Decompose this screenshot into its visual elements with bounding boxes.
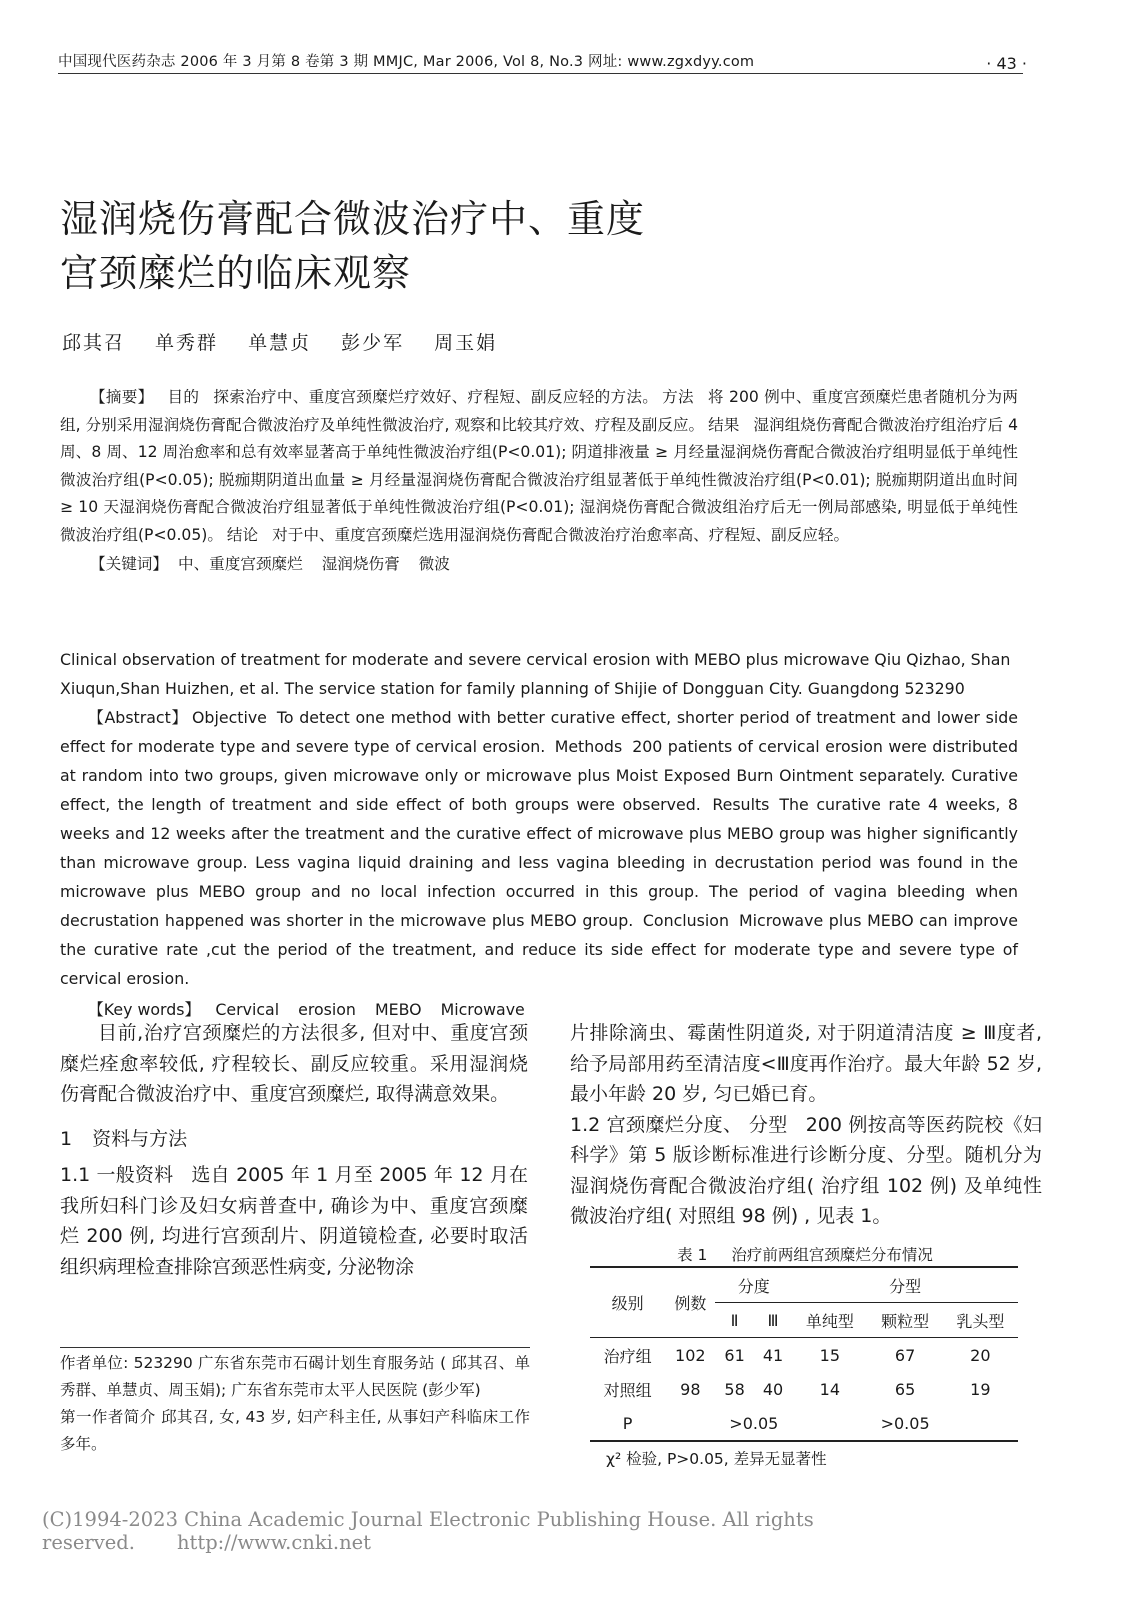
english-abstract [60,703,1018,1024]
first-author-bio: 第一作者简介 邱其召, 女, 43 岁, 妇产科主任, 从事妇产科临床工作多年。 [60,1408,530,1453]
zh-conclusion-text: 对于中、重度宫颈糜烂选用湿润烧伤膏配合微波治疗治愈率高、疗程短、副反应轻。 [272,525,850,544]
header-type-simple: 单纯型 [792,1303,867,1338]
table-1-title: 治疗前两组宫颈糜烂分布情况 [731,1246,933,1264]
en-conclusion-text: Microwave plus MEBO can improve the curative rate ,cut the period of the treatment, and reduce its side effect for moderate type and severe type of cervical erosion. [60,911,1019,988]
table-p-row [590,1406,1018,1441]
author-affiliation: 作者单位: 523290 广东省东莞市石碣计划生育服务站 ( 邱其召、单秀群、单慧贞、周玉娟); 广东省东莞市太平人民医院 (彭少军) [60,1354,530,1399]
row-type-granular: 67 [894,1345,916,1365]
section-1-2-paragraph [570,1110,1042,1232]
continued-paragraph: 片排除滴虫、霉菌性阴道炎, 对于阴道清洁度 ≥ Ⅲ度者, 给予局部用药至清洁度<Ⅲ度再作治疗。最大年龄 52 岁, 最小年龄 20 岁, 匀已婚已育。 [570,1022,1042,1105]
table-1-note: χ² 检验, P>0.05, 差异无显著性 [606,1450,827,1468]
section-1-1-paragraph [60,1160,528,1282]
en-methods-text: 200 patients of cervical erosion were distributed at random into two groups, given microwave only or microwave plus Moist Exposed Burn Ointment separately. Curative effect, the length of treatment and side effect of both groups were observed. [60,737,1018,814]
en-objective-text: To detect one method with better curative effect, shorter period of treatment and lower side effect for moderate type and severe type of cervical erosion. [60,708,1018,756]
author-list: 邱其召 单秀群 单慧贞 彭少军 周玉娟 [62,332,498,354]
table-row [590,1372,1018,1406]
section-1-1-text: 选自 2005 年 1 月至 2005 年 12 月在我所妇科门诊及妇女病普查中, 确诊为中、重度宫颈糜烂 200 例, 均进行宫颈刮片、阴道镜检查, 必要时取活组织病理检查排除宫颈恶性病变, 分泌物涂 [60,1164,528,1278]
row-type-papillary: 20 [970,1345,991,1365]
en-abstract-body [60,703,1018,993]
body-left-column [60,1018,528,1282]
intro-paragraph: 目前,治疗宫颈糜烂的方法很多, 但对中、重度宫颈糜烂痊愈率较低, 疗程较长、副反应较重。采用湿润烧伤膏配合微波治疗中、重度宫颈糜烂, 取得满意效果。 [60,1022,528,1105]
row-degree-2: 58 [724,1379,745,1399]
p-label: P [590,1406,665,1441]
title-line-2: 宫颈糜烂的临床观察 [60,251,412,295]
en-results-text: The curative rate 4 weeks, 8 weeks and 12 weeks after the treatment and the curative effect of microwave plus MEBO group was higher significantly than microwave group. Less vagina liquid draining and less vagina bleeding in decrustation period was found in the microwave plus MEBO group and no local infection occurred in this group. The period of vagina bleeding when decrustation happened was shorter in the microwave plus MEBO group. [60,795,1018,930]
zh-keywords-label: 【关键词】 [90,555,168,573]
table-1-number: 表 1 [677,1246,708,1264]
header-level: 级别 [590,1267,665,1338]
en-methods-label: Methods [554,737,623,756]
section-1-1-heading: 1.1 一般资料 [60,1164,174,1186]
header-rule [58,73,1023,74]
header-type-granular: 颗粒型 [867,1303,942,1338]
zh-keywords-text: 中、重度宫颈糜烂 湿润烧伤膏 微波 [177,555,450,573]
row-label: 对照组 [603,1380,652,1400]
p-empty-cell [665,1406,715,1441]
page-number: · 43 · [986,54,1027,73]
en-keywords-label: 【Key words】 [88,1000,201,1019]
p-type: >0.05 [792,1406,1018,1441]
zh-abstract-body [60,384,1018,549]
table-1-caption [590,1243,1020,1265]
en-results-label: Results [712,795,770,814]
row-cases: 102 [675,1345,706,1365]
section-1-2-heading: 1.2 宫颈糜烂分度、 分型 [570,1113,788,1136]
row-label: 治疗组 [603,1346,652,1366]
section-1-2-text: 200 例按高等医药院校《妇科学》第 5 版诊断标准进行诊断分度、分型。随机分为湿润烧伤膏配合微波治疗组( 治疗组 102 例) 及单纯性微波治疗组( 对照组 98 例) , 见表 1。 [570,1113,1043,1227]
section-heading-1: 1 资料与方法 [60,1127,188,1150]
zh-objective-text: 探索治疗中、重度宫颈糜烂疗效好、疗程短、副反应轻的方法。 [213,388,659,406]
row-type-simple: 15 [819,1345,841,1365]
en-objective-label: Objective [192,708,267,727]
row-type-simple: 14 [819,1379,841,1399]
row-type-papillary: 19 [970,1379,991,1399]
zh-objective-label: 目的 [167,388,200,406]
journal-header: 中国现代医药杂志 2006 年 3 月第 8 卷第 3 期 MMJC, Mar 2006, Vol 8, No.3 网址: www.zgxdyy.com [58,54,755,70]
copyright-text: (C)1994-2023 China Academic Journal Electronic Publishing House. All rights reserved. [42,1508,814,1554]
table-1 [590,1266,1018,1442]
zh-abstract-label: 【摘要】 [90,388,154,406]
zh-methods-text: 将 200 例中、重度宫颈糜烂患者随机分为两组, 分别采用湿润烧伤膏配合微波治疗及单纯性微波治疗, 观察和比较其疗效、疗程及副反应。 [60,388,1018,434]
zh-results-text: 湿润组烧伤膏配合微波治疗组治疗后 4 周、8 周、12 周治愈率和总有效率显著高于单纯性微波治疗组(P<0.01); 阴道排液量 ≥ 月经量湿润烧伤膏配合微波治疗组明显低于单纯性微波治疗组(P<0.05); 脱痂期阴道出血量 ≥ 月经量湿润烧伤膏配合微波治疗组显著低于单纯性微波治疗组(P<0.01); 脱痂期阴道出血时间 ≥ 10 天湿润烧伤膏配合微波治疗组显著低于单纯性微波治疗组(P<0.01); 湿润烧伤膏配合微波组治疗后无一例局部感染, 明显低于单纯性微波治疗组(P<0.05)。 [60,415,1018,544]
zh-keywords [60,551,1018,579]
article-title [60,192,645,300]
header-type-papillary: 乳头型 [943,1303,1018,1338]
p-degree: >0.05 [715,1406,792,1441]
header-type: 分型 [792,1267,1018,1303]
row-degree-3: 41 [762,1345,784,1365]
en-abstract-label: 【Abstract】 [88,708,188,727]
header-cases: 例数 [665,1267,715,1338]
en-keywords-text: Cervical erosion MEBO Microwave [215,1000,525,1019]
row-type-granular: 65 [894,1379,916,1399]
zh-conclusion-label: 结论 [226,525,259,544]
header-degree-2: Ⅱ [715,1303,753,1338]
en-conclusion-label: Conclusion [642,911,729,930]
body-right-column [570,1018,1042,1232]
title-line-1: 湿润烧伤膏配合微波治疗中、重度 [60,197,646,241]
chinese-abstract [60,384,1018,579]
table-row [590,1338,1018,1373]
copyright-line [42,1508,1102,1554]
zh-methods-label: 方法 [662,388,694,406]
row-cases: 98 [680,1379,701,1399]
zh-results-label: 结果 [708,415,740,434]
footnote-rule [60,1347,530,1348]
footnote [60,1350,530,1458]
cnki-url: http://www.cnki.net [176,1531,372,1554]
row-degree-2: 61 [724,1345,745,1365]
table-header-row-1 [590,1267,1018,1303]
english-title-block: Clinical observation of treatment for moderate and severe cervical erosion with MEBO plus microwave Qiu Qizhao, Shan Xiuqun,Shan Huizhen, et al. The service station for family planning of Shijie of Dongguan City. Guangdong 523290 [60,650,1011,698]
row-degree-3: 40 [762,1379,784,1399]
header-degree-3: Ⅲ [754,1303,792,1338]
header-degree: 分度 [715,1267,792,1303]
